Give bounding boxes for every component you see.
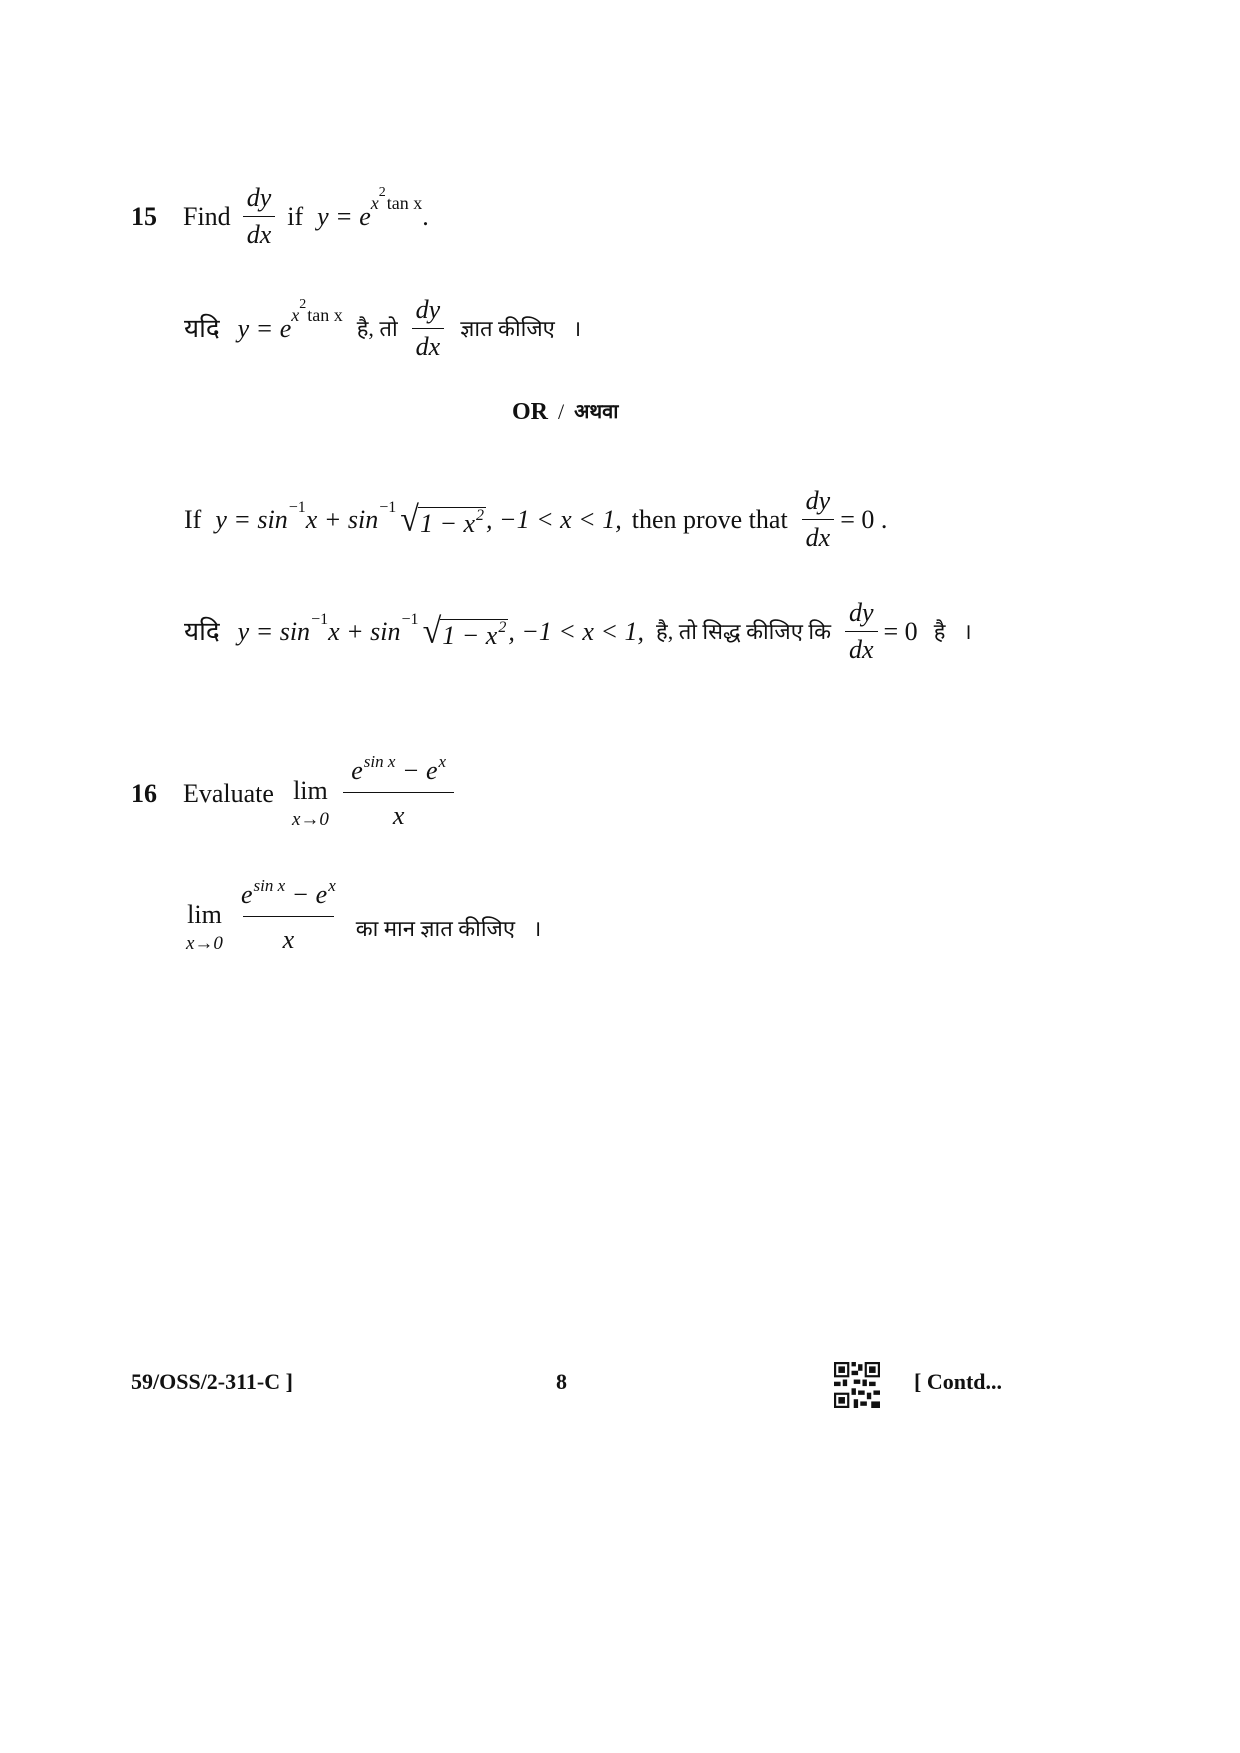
q15-line-hi: यदि y = e x 2 tan x है, तो $\frac{dy}{dx}$ ज्ञात कीजिए ।: [184, 295, 582, 361]
q15-alt-en: If y = sin −1 x + sin −1 √ $1 - x^2$ , −1 < x < 1, then prove that $\frac{dy}{dx}$ = 0 .: [184, 486, 888, 552]
q16-line-en: 16 Evaluate lim x→0 $\frac{e^{sin x} - e^x}{x}$: [131, 758, 460, 829]
page-number: 8: [556, 1369, 567, 1394]
sqrt-expression: √ $1 - x^2$: [422, 611, 507, 651]
question-number: 15: [131, 201, 157, 231]
q15-find: Find: [183, 201, 231, 231]
question-number: 16: [131, 778, 157, 808]
dy-dx-fraction: $\frac{dy}{dx}$: [802, 488, 835, 551]
qr-code-icon: [834, 1362, 880, 1408]
dy-dx-fraction: $\frac{dy}{dx}$: [845, 600, 878, 663]
q15-line-en: 15 Find $\frac{dy}{dx}$ if y = e x 2 tan x .: [131, 183, 429, 249]
dy-dx-fraction: $\frac{dy}{dx}$: [412, 297, 445, 360]
limit-fraction: $\frac{e^{sin x} - e^x}{x}$: [343, 758, 455, 829]
or-separator: OR / अथवा: [512, 399, 619, 425]
continued-label: [ Contd...: [914, 1369, 1003, 1394]
q15-if: if: [287, 201, 304, 231]
q15-y-eq-e: y = e: [317, 201, 371, 231]
limit-operator: lim x→0: [291, 776, 329, 830]
limit-fraction: $\frac{e^{sin x} - e^x}{x}$: [240, 876, 336, 954]
limit-operator: lim x→0: [186, 900, 223, 954]
dy-dx-fraction: $\frac{dy}{dx}$: [243, 185, 276, 248]
sqrt-expression: √ $1 - x^2$: [400, 499, 485, 539]
hi-yadi: यदि: [184, 313, 220, 343]
paper-code: 59/OSS/2-311-C ]: [131, 1369, 293, 1394]
q16-line-hi: lim x→0 $\frac{e^{sin x} - e^x}{x}$ का मान ज्ञात कीजिए ।: [186, 876, 542, 954]
q15-alt-hi: यदि y = sin −1 x + sin −1 √ $1 - x^2$ , −1 < x < 1, है, तो सिद्ध कीजिए कि $\frac{dy}{dx}$ = 0 है ।: [184, 598, 972, 664]
